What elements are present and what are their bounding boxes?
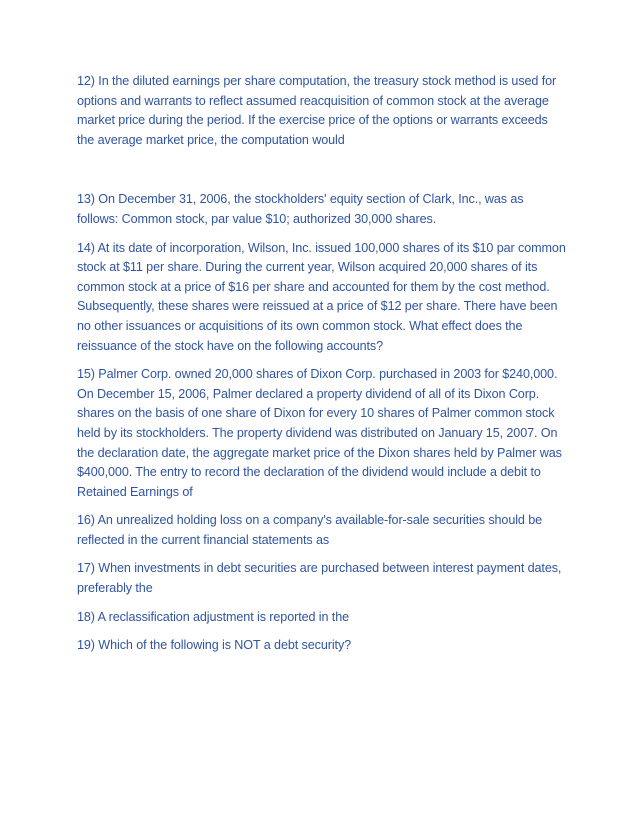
- question-16: 16) An unrealized holding loss on a company's available-for-sale securities should be reflected in the current financial statements as: [77, 513, 543, 547]
- question-12: 12) In the diluted earnings per share computation, the treasury stock method is used for options and warrants to reflect assumed reacquisition of common stock at the average market price during the period. If the exercise price of the options or warrants exceeds the average market price, the computation would: [77, 74, 557, 147]
- question-19: 19) Which of the following is NOT a debt security?: [77, 638, 352, 653]
- question-15: 15) Palmer Corp. owned 20,000 shares of Dixon Corp. purchased in 2003 for $240,000. On December 15, 2006, Palmer declared a property dividend of all of its Dixon Corp. shares on the basis of one share of Dixon for every 10 shares of Palmer common stock held by its stockholders. The property dividend was distributed on January 15, 2007. On the declaration date, the aggregate market price of the Dixon shares held by Palmer was $400,000. The entry to record the declaration of the dividend would include a debit to Retained Earnings of: [77, 367, 562, 499]
- question-13: 13) On December 31, 2006, the stockholders' equity section of Clark, Inc., was as follows: Common stock, par value $10; authorized 30,000 shares.: [77, 192, 524, 226]
- question-list: [77, 72, 567, 665]
- question-17: 17) When investments in debt securities are purchased between interest payment dates, preferably the: [77, 561, 562, 596]
- question-14: 14) At its date of incorporation, Wilson, Inc. issued 100,000 shares of its $10 par common stock at $11 per share. During the current year, Wilson acquired 20,000 shares of its common stock at a price of $16 per share and accounted for them by the cost method. Subsequently, these shares were reissued at a price of $12 per share. There have been no other issuances or acquisitions of its own common stock. What effect does the reissuance of the stock have on the following accounts?: [77, 240, 566, 353]
- question-18: 18) A reclassification adjustment is reported in the: [77, 609, 350, 624]
